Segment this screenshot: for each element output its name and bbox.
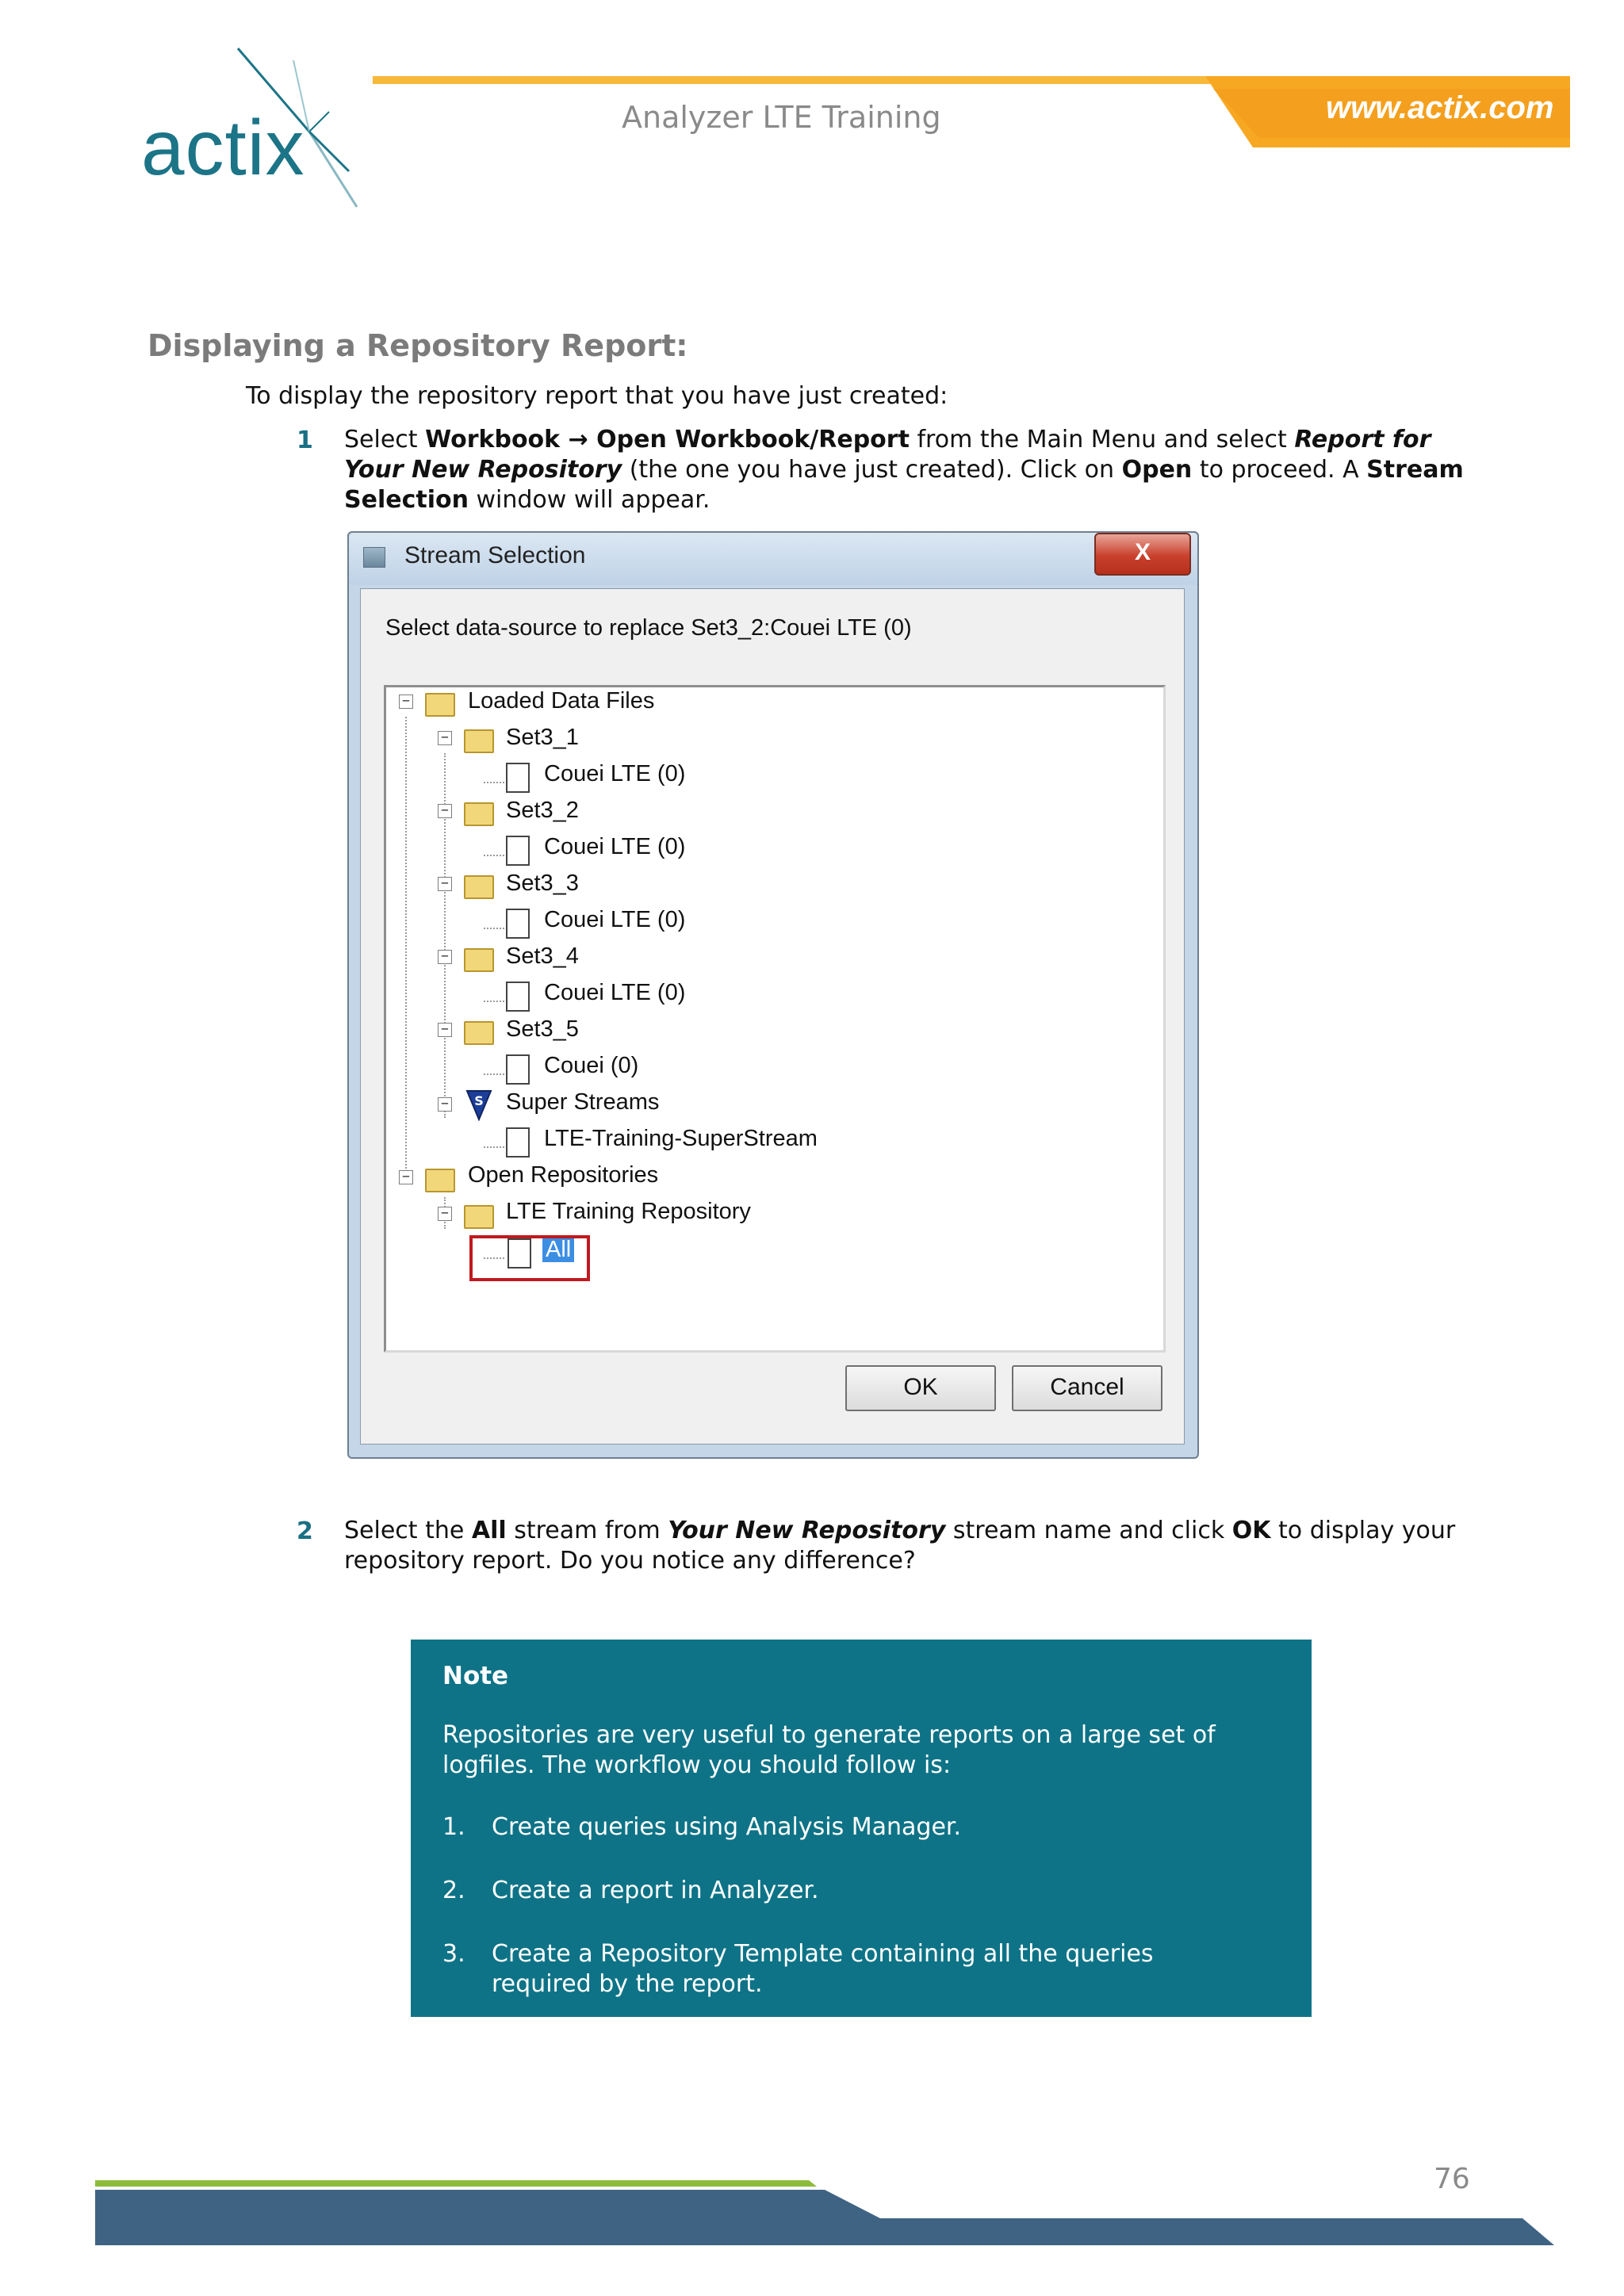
tree-connector (405, 717, 407, 1184)
file-icon (506, 836, 530, 866)
file-icon (506, 763, 530, 793)
collapse-toggle[interactable]: − (438, 1207, 452, 1221)
tree-node-lte-training-repository[interactable]: LTE Training Repository (506, 1199, 751, 1224)
step-2-text: Select the All stream from Your New Repository stream name and click OK to display your repository report. Do you notice any difference? (344, 1517, 1456, 1575)
tree-node-open-repositories[interactable]: Open Repositories (468, 1162, 659, 1188)
collapse-toggle[interactable]: − (438, 950, 452, 964)
close-button[interactable]: X (1094, 533, 1191, 576)
cancel-button[interactable]: Cancel (1012, 1365, 1162, 1411)
super-stream-icon (465, 1089, 492, 1121)
collapse-toggle[interactable]: − (438, 1023, 452, 1037)
page-number: 76 (1434, 2163, 1470, 2195)
collapse-toggle[interactable]: − (438, 1097, 452, 1112)
tree-connector (484, 1146, 504, 1148)
tree-node-super-streams[interactable]: Super Streams (506, 1089, 660, 1115)
collapse-toggle[interactable]: − (438, 877, 452, 891)
note-item: Create a Repository Template containing all the queries required by the report. (492, 1940, 1154, 1998)
folder-icon (425, 693, 455, 717)
intro-text: To display the repository report that you have just created: (246, 382, 948, 410)
tree-node-stream[interactable]: Couei LTE (0) (544, 907, 686, 932)
open-folder-icon (464, 1021, 494, 1045)
open-folder-icon (464, 1205, 494, 1229)
note-body: Repositories are very useful to generate reports on a large set of logfiles. The workflow you should follow is: (442, 1721, 1216, 1779)
website-url: www.actix.com (1326, 90, 1554, 125)
step-number: 2 (297, 1517, 313, 1545)
app-icon (363, 547, 385, 568)
tree-connector (484, 1001, 504, 1002)
note-item-number: 2. (442, 1877, 465, 1904)
note-item-number: 3. (442, 1940, 465, 1968)
step-number: 1 (297, 427, 313, 454)
tree-connector (484, 928, 504, 929)
footer-bar (95, 2180, 1554, 2248)
note-item: Create queries using Analysis Manager. (492, 1813, 962, 1841)
collapse-toggle[interactable]: − (399, 1170, 413, 1184)
header-bar (0, 0, 1624, 191)
note-item: Create a report in Analyzer. (492, 1877, 819, 1904)
tree-node-set3-3[interactable]: Set3_3 (506, 871, 579, 896)
note-title: Note (442, 1662, 509, 1690)
file-icon (506, 909, 530, 939)
tree-connector (484, 1073, 504, 1075)
tree-node-stream[interactable]: Couei LTE (0) (544, 761, 686, 786)
open-folder-icon (464, 729, 494, 753)
selected-stream-all[interactable]: All (542, 1237, 574, 1262)
tree-node-set3-2[interactable]: Set3_2 (506, 798, 579, 823)
tree-node-stream[interactable]: Couei (0) (544, 1053, 639, 1078)
file-icon (506, 982, 530, 1012)
note-box (411, 1640, 1312, 2017)
open-folder-icon (464, 802, 494, 826)
collapse-toggle[interactable]: − (438, 804, 452, 818)
tree-node-set3-5[interactable]: Set3_5 (506, 1016, 579, 1042)
folder-icon (425, 1169, 455, 1192)
logo: actix (141, 104, 305, 191)
note-item-number: 1. (442, 1813, 465, 1841)
tree-connector (484, 782, 504, 783)
svg-text:S: S (474, 1093, 484, 1108)
highlight-box (469, 1235, 590, 1281)
header-title: Analyzer LTE Training (622, 100, 941, 135)
collapse-toggle[interactable]: − (438, 731, 452, 745)
dialog-prompt: Select data-source to replace Set3_2:Couei LTE (0) (385, 615, 912, 641)
dialog-title: Stream Selection (404, 542, 586, 568)
ok-button[interactable]: OK (845, 1365, 996, 1411)
collapse-toggle[interactable]: − (399, 695, 413, 709)
step-1-text: Select Workbook → Open Workbook/Report from the Main Menu and select Report for Your New Repository (the one you have just created). Click on Open to proceed. A Stream Selection window will appear. (344, 426, 1464, 514)
tree-node-stream[interactable]: LTE-Training-SuperStream (544, 1126, 818, 1151)
file-icon (506, 1127, 530, 1158)
tree-connector (484, 855, 504, 856)
section-heading: Displaying a Repository Report: (147, 328, 688, 363)
open-folder-icon (464, 948, 494, 972)
tree-node-loaded-data-files[interactable]: Loaded Data Files (468, 688, 655, 714)
tree-node-set3-1[interactable]: Set3_1 (506, 725, 579, 750)
tree-node-stream[interactable]: Couei LTE (0) (544, 834, 686, 859)
open-folder-icon (464, 875, 494, 899)
file-icon (506, 1054, 530, 1085)
tree-node-stream[interactable]: Couei LTE (0) (544, 980, 686, 1005)
tree-node-set3-4[interactable]: Set3_4 (506, 943, 579, 969)
